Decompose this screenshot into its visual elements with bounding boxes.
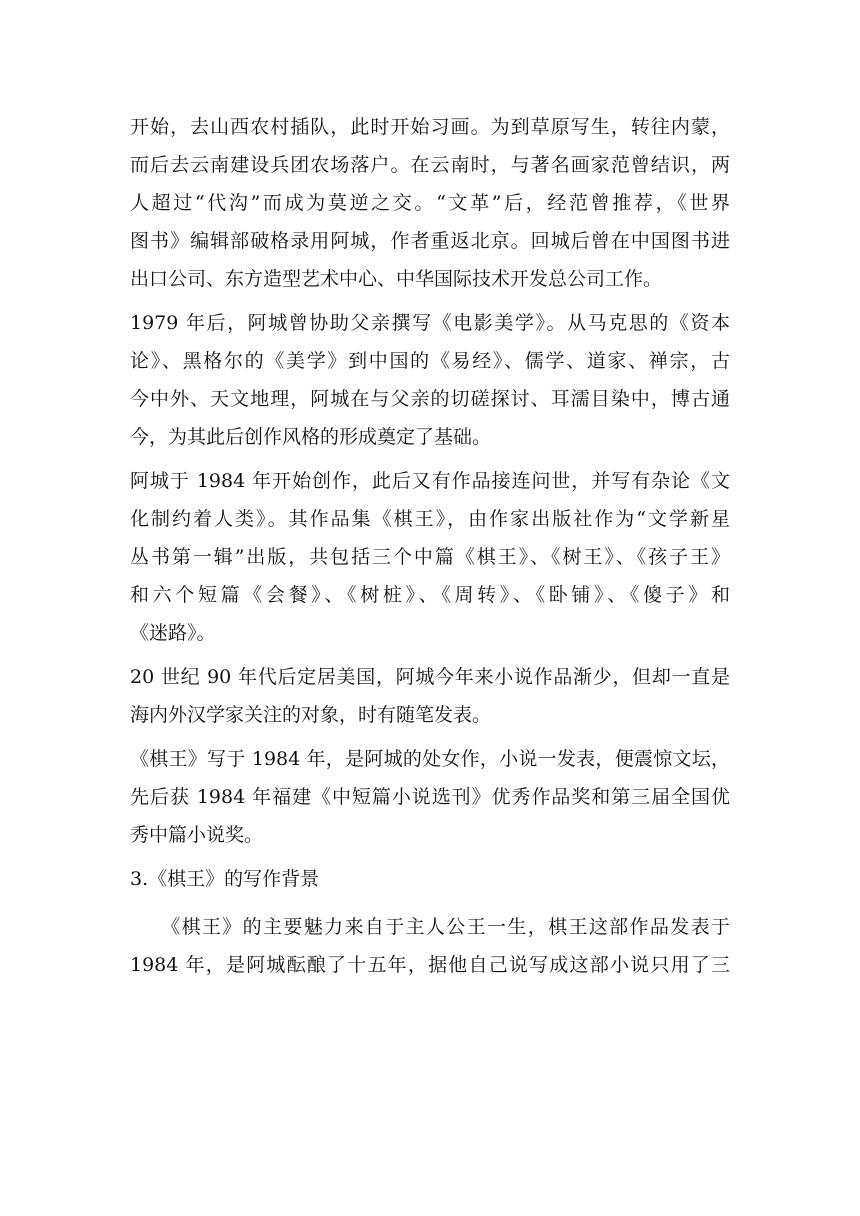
text-line: 和六个短篇《会餐》、《树桩》、《周转》、《卧铺》、《傻子》和 — [130, 584, 730, 606]
text-line: 图书》编辑部破格录用阿城，作者重返北京。回城后曾在中国图书进 — [130, 230, 730, 252]
text-line: 1984 年，是阿城酝酿了十五年，据他自己说写成这部小说只用了三 — [130, 954, 730, 976]
text-line: 《棋王》写于 1984 年，是阿城的处女作，小说一发表，便震惊文坛， — [130, 748, 730, 770]
text-line: 人超过“代沟”而成为莫逆之交。“文革”后，经范曾推荐，《世界 — [130, 192, 730, 214]
text-line: 开始，去山西农村插队，此时开始习画。为到草原写生，转往内蒙， — [130, 116, 730, 138]
text-line: 丛书第一辑”出版，共包括三个中篇《棋王》、《树王》、《孩子王》 — [130, 546, 730, 568]
text-line: 论》、黑格尔的《美学》到中国的《易经》、儒学、道家、禅宗，古 — [130, 350, 730, 372]
text-line: 先后获 1984 年福建《中短篇小说选刊》优秀作品奖和第三届全国优 — [130, 786, 730, 808]
text-line: 秀中篇小说奖。 — [130, 824, 264, 846]
text-line: 《棋王》的主要魅力来自于主人公王一生，棋王这部作品发表于 — [130, 916, 730, 938]
text-line: 今，为其此后创作风格的形成奠定了基础。 — [130, 426, 492, 448]
text-line: 海内外汉学家关注的对象，时有随笔发表。 — [130, 704, 492, 726]
text-line: 1979 年后，阿城曾协助父亲撰写《电影美学》。从马克思的《资本 — [130, 312, 730, 334]
text-line: 而后去云南建设兵团农场落户。在云南时，与著名画家范曾结识，两 — [130, 154, 730, 176]
section-heading: 3.《棋王》的写作背景 — [130, 868, 320, 890]
text-line: 今中外、天文地理，阿城在与父亲的切磋探讨、耳濡目染中，博古通 — [130, 388, 730, 410]
text-line: 出口公司、东方造型艺术中心、中华国际技术开发总公司工作。 — [130, 268, 663, 290]
document-body — [130, 108, 730, 984]
text-line: 20 世纪 90 年代后定居美国，阿城今年来小说作品渐少，但却一直是 — [130, 666, 730, 688]
text-line: 《迷路》。 — [130, 622, 216, 644]
text-line: 阿城于 1984 年开始创作，此后又有作品接连问世，并写有杂论《文 — [130, 470, 730, 492]
text-line: 化制约着人类》。其作品集《棋王》，由作家出版社作为“文学新星 — [130, 508, 730, 530]
